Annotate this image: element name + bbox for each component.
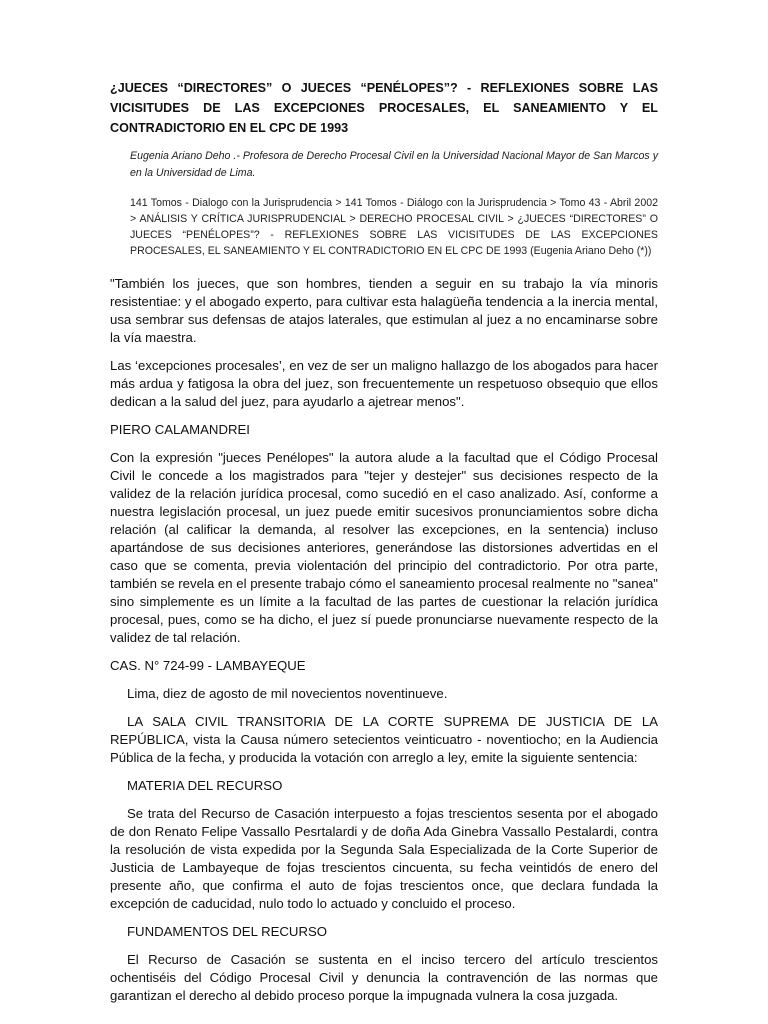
- case-number: CAS. N° 724-99 - LAMBAYEQUE: [110, 658, 306, 673]
- section-heading-fundamentos: FUNDAMENTOS DEL RECURSO: [127, 924, 328, 939]
- epigraph-author: PIERO CALAMANDREI: [110, 422, 250, 437]
- fundamentos-paragraph: El Recurso de Casación se sustenta en el inciso tercero del artículo trescientos ochentiséis del Código Procesal Civil y denuncia la contravención de las normas que garantizan el derecho al debido proceso porque la impugnada vulnera la cosa juzgada.: [110, 952, 658, 1003]
- breadcrumb: 141 Tomos - Dialogo con la Jurisprudencia > 141 Tomos - Diálogo con la Jurisprudencia > Tomo 43 - Abril 2002 > ANÁLISIS Y CRÍTICA JURISPRUDENCIAL > DERECHO PROCESAL CIVIL > ¿JUECES “DIRECTORES” O JUECES “PENÉLOPES”? - REFLEXIONES SOBRE LAS VICISITUDES DE LAS EXCEPCIONES PROCESALES, EL SANEAMIENTO Y EL CONTRADICTORIO EN EL CPC DE 1993 (Eugenia Ariano Deho (*)): [130, 197, 658, 257]
- author-note: Eugenia Ariano Deho .- Profesora de Derecho Procesal Civil en la Universidad Nacional Mayor de San Marcos y en la Universidad de Lima.: [130, 150, 658, 179]
- epigraph-paragraph-2: Las ‘excepciones procesales’, en vez de ser un maligno hallazgo de los abogados para hacer más ardua y fatigosa la obra del juez, son frecuentemente un respetuoso obsequio que ellos dedican a la salud del juez, para ayudarlo a ajetrear menos".: [110, 358, 658, 409]
- summary-paragraph: Con la expresión "jueces Penélopes" la autora alude a la facultad que el Código Procesal Civil le concede a los magistrados para "tejer y destejer" sus decisiones respecto de la validez de la relación jurídica procesal, como sucedió en el caso analizado. Así, conforme a nuestra legislación procesal, un juez puede emitir sucesivos pronunciamientos sobre dicha relación (al calificar la demanda, al resolver las excepciones, en la sentencia) incluso apartándose de sus decisiones anteriores, generándose las distorsiones advertidas en el caso que se comenta, previa violentación del principio del contradictorio. Por otra parte, también se revela en el presente trabajo cómo el saneamiento procesal realmente no "sanea" sino simplemente es un límite a la facultad de las partes de cuestionar la relación jurídica procesal, pues, como se ha dicho, el juez sí puede pronunciarse nuevamente respecto de la validez de tal relación.: [110, 450, 658, 645]
- sala-paragraph: LA SALA CIVIL TRANSITORIA DE LA CORTE SUPREMA DE JUSTICIA DE LA REPÚBLICA, vista la Causa número setecientos veinticuatro - noventiocho; en la Audiencia Pública de la fecha, y producida la votación con arreglo a ley, emite la siguiente sentencia:: [110, 714, 658, 765]
- date-line: Lima, diez de agosto de mil novecientos noventinueve.: [127, 686, 448, 701]
- materia-paragraph: Se trata del Recurso de Casación interpuesto a fojas trescientos sesenta por el abogado de don Renato Felipe Vassallo Pesrtalardi y de doña Ada Ginebra Vassallo Pestalardi, contra la resolución de vista expedida por la Segunda Sala Especializada de la Corte Superior de Justicia de Lambayeque de fojas trescientos cincuenta, su fecha veintidós de enero del presente año, que confirma el auto de fojas trescientos once, que declara fundada la excepción de caducidad, nulo todo lo actuado y concluido el proceso.: [110, 806, 658, 911]
- section-heading-materia: MATERIA DEL RECURSO: [127, 778, 283, 793]
- document-title: ¿JUECES “DIRECTORES” O JUECES “PENÉLOPES”? - REFLEXIONES SOBRE LAS VICISITUDES DE LAS EXCEPCIONES PROCESALES, EL SANEAMIENTO Y EL CONTRADICTORIO EN EL CPC DE 1993: [110, 81, 658, 135]
- epigraph-paragraph-1: "También los jueces, que son hombres, tienden a seguir en su trabajo la vía minoris resistentiae: y el abogado experto, para cultivar esta halagüeña tendencia a la inercia mental, usa sembrar sus defensas de atajos laterales, que estimulan al juez a no encaminarse sobre la vía maestra.: [110, 276, 658, 345]
